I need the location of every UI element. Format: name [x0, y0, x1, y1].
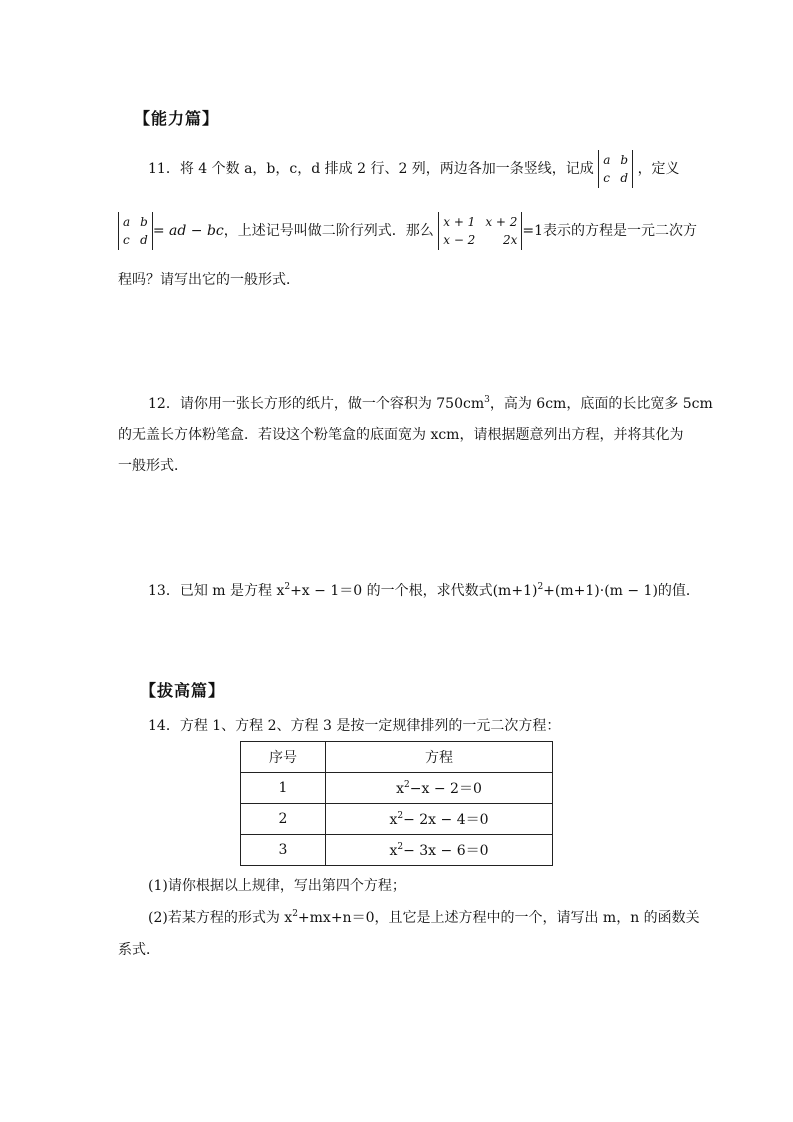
q14-part2-prefix: (2)若某方程的形式为 x: [148, 910, 293, 926]
q14-part1: (1)请你根据以上规律，写出第四个方程；: [148, 878, 406, 894]
eq-sup: 2: [404, 780, 410, 790]
equation-table: [240, 741, 553, 866]
q13-mid: +x − 1＝0 的一个根，求代数式(m+1): [290, 583, 538, 599]
q11-line3: 程吗？请写出它的一般形式．: [118, 272, 300, 288]
q11-determinant-equation: [438, 212, 522, 250]
eq-prefix: x: [389, 812, 398, 828]
det-a: a: [603, 153, 611, 167]
det-a: a: [123, 215, 131, 229]
section-heading-advanced: 【拔高篇】: [140, 681, 226, 700]
table-cell-index: 1: [241, 773, 326, 804]
det-c: c: [123, 233, 130, 247]
table-cell-index: 2: [241, 804, 326, 835]
det-c: c: [603, 171, 610, 185]
q11-determinant-abcd: [598, 150, 633, 188]
q11-line1-suffix: ，定义: [637, 161, 680, 177]
q14-part2-suffix: +mx+n＝0，且它是上述方程中的一个，请写出 m，n 的函数关: [297, 910, 700, 926]
det2-r2c1: x − 2: [443, 233, 476, 247]
q11-line2: [118, 212, 697, 250]
det-b: b: [620, 153, 629, 167]
det-d: d: [620, 171, 629, 185]
q13-sup2: 2: [537, 582, 544, 592]
q14-intro: 14．方程 1、方程 2、方程 3 是按一定规律排列的一元二次方程：: [148, 718, 561, 734]
table-header-row: [241, 742, 553, 773]
q11-line2-middle: ，上述记号叫做二阶行列式．那么: [223, 223, 434, 239]
table-header-index: 序号: [241, 742, 326, 773]
q12-line3: 一般形式．: [118, 458, 188, 474]
q11-line2-suffix: =1表示的方程是一元二次方: [522, 223, 698, 239]
q13-suffix: +(m+1)·(m − 1)的值．: [543, 583, 700, 599]
q11-line1: [148, 150, 680, 188]
table-cell-equation: [326, 835, 553, 866]
eq-suffix: − 3x − 6＝0: [403, 843, 489, 859]
table-row: [241, 804, 553, 835]
q12-cubic-superscript: 3: [484, 395, 490, 405]
q11-definition-expression: = ad − bc: [152, 223, 224, 239]
q11-line1-prefix: 11．将 4 个数 a，b，c，d 排成 2 行、2 列，两边各加一条竖线，记成: [148, 161, 594, 177]
section-heading-ability: 【能力篇】: [134, 109, 220, 128]
table-row: [241, 773, 553, 804]
table-row: [241, 835, 553, 866]
q12-line1-prefix: 12．请你用一张长方形的纸片，做一个容积为 750cm: [148, 396, 485, 412]
table-cell-equation: [326, 804, 553, 835]
eq-sup: 2: [397, 811, 404, 821]
q13-prefix: 13．已知 m 是方程 x: [148, 583, 285, 599]
eq-prefix: x: [389, 843, 398, 859]
table-cell-index: 3: [241, 835, 326, 866]
q12-line1: [148, 394, 713, 414]
det2-r1c2: x + 2: [485, 215, 518, 229]
eq-sup: 2: [397, 842, 404, 852]
det2-r1c1: x + 1: [443, 215, 476, 229]
q14-part2-line2: 系式．: [118, 942, 160, 958]
det2-r2c2: 2x: [503, 233, 518, 247]
q12-line1-suffix: ，高为 6cm，底面的长比宽多 5cm: [489, 396, 713, 412]
q13-sup1: 2: [284, 582, 291, 592]
q12-line2: 的无盖长方体粉笔盒．若设这个粉笔盒的底面宽为 xcm，请根据题意列出方程，并将其化为: [118, 427, 684, 443]
det-d: d: [140, 233, 148, 247]
table-cell-equation: [326, 773, 553, 804]
det-b: b: [140, 215, 148, 229]
table-header-equation: 方程: [326, 742, 553, 773]
q14-part2-line1: [148, 908, 700, 928]
q14-part2-sup: 2: [292, 909, 298, 919]
eq-prefix: x: [396, 781, 405, 797]
q13-line: [148, 581, 700, 601]
eq-suffix: −x − 2＝0: [409, 781, 482, 797]
eq-suffix: − 2x − 4＝0: [403, 812, 489, 828]
q11-determinant-definition: [118, 212, 153, 250]
